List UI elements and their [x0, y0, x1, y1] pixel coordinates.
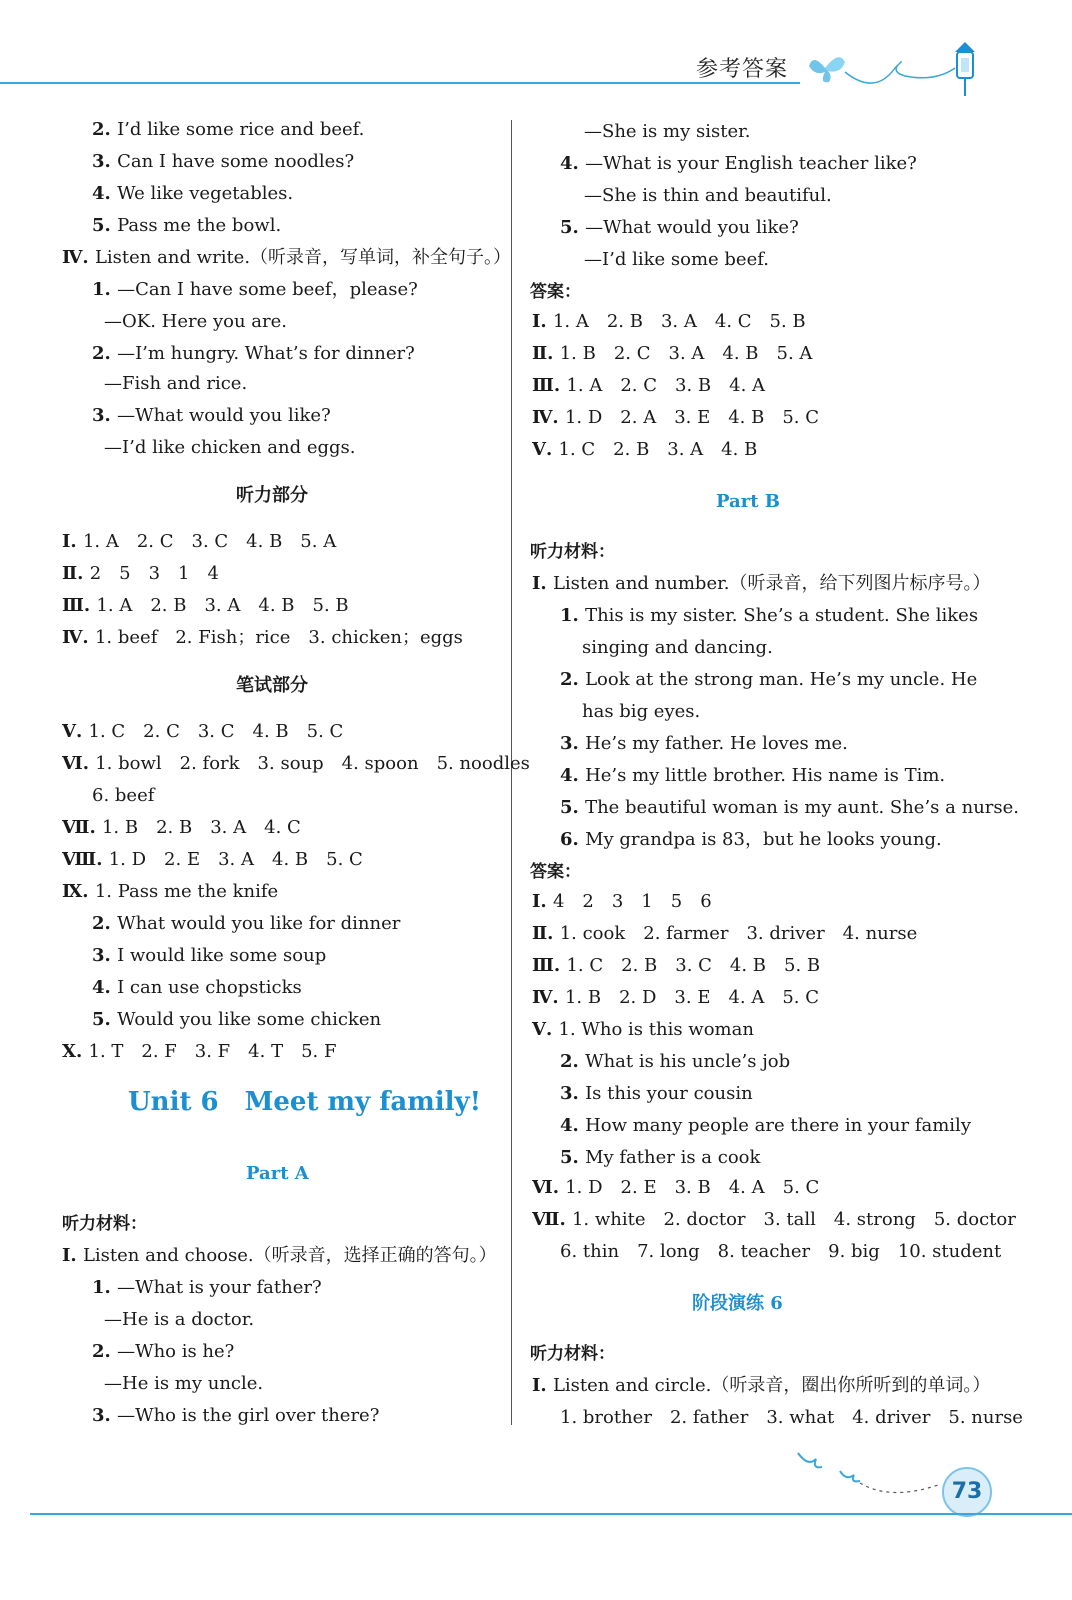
right-column-line — [530, 1342, 615, 1366]
item-number: Ⅱ. — [62, 563, 90, 584]
item-number: Ⅴ. — [62, 721, 89, 742]
line-text: 答案： — [530, 282, 581, 302]
right-column-line — [532, 572, 990, 596]
left-column-line — [92, 404, 331, 428]
item-number: 1. — [92, 279, 118, 300]
line-text: has big eyes. — [582, 701, 701, 722]
line-text: Can I have some noodles? — [117, 151, 355, 172]
footer-rule — [30, 1513, 1072, 1515]
item-number: Ⅱ. — [532, 343, 560, 364]
line-text: singing and dancing. — [582, 637, 773, 658]
left-column-line — [62, 1040, 336, 1064]
line-text: —What is your English teacher like? — [585, 153, 917, 174]
line-text: 答案： — [530, 862, 581, 882]
left-column-line — [92, 784, 154, 808]
item-number: 1. — [92, 1277, 118, 1298]
item-number: Ⅰ. — [62, 1245, 83, 1266]
left-column-line — [104, 1372, 263, 1396]
page-number: 73 — [942, 1467, 992, 1517]
right-column-line — [532, 438, 757, 462]
line-text: 1. B 2. C 3. A 4. B 5. A — [559, 343, 813, 364]
right-column-line — [584, 184, 832, 208]
right-column-line — [560, 1050, 790, 1074]
left-column-line — [92, 1404, 379, 1428]
left-column-line — [92, 342, 415, 366]
line-text: What would you like for dinner — [117, 913, 401, 934]
right-column-line — [560, 1146, 760, 1170]
item-number: Ⅲ. — [532, 955, 567, 976]
item-number: 4. — [92, 977, 118, 998]
line-text: —She is my sister. — [584, 121, 751, 142]
right-column-line — [560, 668, 977, 692]
left-column-line — [236, 674, 308, 698]
right-column-line — [560, 1082, 753, 1106]
item-number: 3. — [560, 1083, 586, 1104]
right-column-line — [716, 490, 780, 514]
line-text: —Fish and rice. — [104, 373, 248, 394]
line-text: He’s my father. He loves me. — [585, 733, 848, 754]
item-number: Ⅳ. — [62, 247, 95, 268]
line-text: Listen and number.（听录音，给下列图片标序号。） — [552, 573, 991, 594]
item-number: Ⅳ. — [532, 987, 565, 1008]
item-number: 5. — [560, 217, 586, 238]
line-text: 1. white 2. doctor 3. tall 4. strong 5. doctor — [571, 1209, 1016, 1230]
header-rule — [0, 82, 800, 84]
right-column-line — [530, 860, 581, 884]
line-text: My grandpa is 83，but he looks young. — [585, 829, 942, 850]
right-column-line — [560, 1114, 971, 1138]
left-column-line — [246, 1162, 309, 1186]
left-column-line — [62, 626, 463, 650]
item-number: Ⅰ. — [532, 311, 553, 332]
line-text: 1. D 2. E 3. A 4. B 5. C — [108, 849, 363, 870]
line-text: Part B — [716, 491, 780, 512]
item-number: 4. — [92, 183, 118, 204]
left-column-line — [62, 530, 336, 554]
line-text: I’d like some rice and beef. — [117, 119, 365, 140]
left-column-line — [128, 1086, 481, 1118]
line-text: Is this your cousin — [585, 1083, 753, 1104]
item-number: 5. — [92, 215, 118, 236]
item-number: Ⅷ. — [62, 849, 109, 870]
line-text: —I’d like some beef. — [584, 249, 769, 270]
item-number: Ⅰ. — [532, 1375, 553, 1396]
item-number: 3. — [92, 151, 118, 172]
line-text: 6. beef — [92, 785, 155, 806]
line-text: 1. Pass me the knife — [94, 881, 279, 902]
line-text: 1. cook 2. farmer 3. driver 4. nurse — [559, 923, 918, 944]
left-column-line — [92, 150, 354, 174]
item-number: Ⅱ. — [532, 923, 560, 944]
line-text: —I’d like chicken and eggs. — [104, 437, 356, 458]
line-text: —I’m hungry. What’s for dinner? — [117, 343, 415, 364]
right-column-line — [560, 764, 945, 788]
right-column-line — [560, 604, 978, 628]
left-column-line — [104, 1308, 254, 1332]
left-column-line — [92, 944, 326, 968]
right-column-line — [530, 280, 581, 304]
item-number: 3. — [92, 405, 118, 426]
line-text: Listen and write.（听录音，写单词，补全句子。） — [94, 247, 512, 268]
line-text: 1. C 2. B 3. A 4. B — [558, 439, 758, 460]
line-text: 1. T 2. F 3. F 4. T 5. F — [88, 1041, 337, 1062]
left-column-line — [62, 816, 301, 840]
line-text: 1. B 2. D 3. E 4. A 5. C — [564, 987, 820, 1008]
item-number: Ⅴ. — [532, 1019, 559, 1040]
item-number: 2. — [92, 119, 118, 140]
item-number: 2. — [560, 1051, 586, 1072]
line-text: Look at the strong man. He’s my uncle. He — [585, 669, 978, 690]
right-column-line — [532, 890, 712, 914]
item-number: 4. — [560, 1115, 586, 1136]
item-number: Ⅶ. — [62, 817, 102, 838]
item-number: Ⅶ. — [532, 1209, 572, 1230]
page-header-title: 参考答案 — [696, 57, 789, 82]
left-column-line — [62, 848, 363, 872]
item-number: Ⅹ. — [62, 1041, 89, 1062]
item-number: 2. — [92, 343, 118, 364]
left-column-line — [92, 118, 364, 142]
line-text: Listen and choose.（听录音，选择正确的答句。） — [82, 1245, 497, 1266]
line-text: My father is a cook — [585, 1147, 761, 1168]
right-column-line — [530, 540, 615, 564]
line-text: 1. B 2. B 3. A 4. C — [101, 817, 301, 838]
line-text: 1. A 2. B 3. A 4. C 5. B — [552, 311, 806, 332]
item-number: 5. — [92, 1009, 118, 1030]
line-text: 1. A 2. C 3. B 4. A — [566, 375, 766, 396]
line-text: 2 5 3 1 4 — [89, 563, 219, 584]
left-column-line — [92, 912, 400, 936]
line-text: —What would you like? — [117, 405, 331, 426]
left-column-line — [62, 594, 349, 618]
line-text: 1. brother 2. father 3. what 4. driver 5. nurse — [560, 1407, 1023, 1428]
right-column-line — [582, 636, 773, 660]
line-text: Listen and circle.（听录音，圈出你所听到的单词。） — [552, 1375, 991, 1396]
line-text: 听力材料： — [530, 1344, 615, 1364]
line-text: This is my sister. She’s a student. She likes — [585, 605, 979, 626]
line-text: Unit 6 Meet my family! — [128, 1087, 482, 1117]
bird-footer-decoration-icon — [790, 1445, 940, 1505]
right-column-line — [532, 1176, 819, 1200]
right-column-line — [582, 700, 700, 724]
right-column-line — [560, 732, 848, 756]
right-column-line — [532, 342, 812, 366]
line-text: —What is your father? — [117, 1277, 322, 1298]
line-text: 4 2 3 1 5 6 — [552, 891, 712, 912]
line-text: 1. bowl 2. fork 3. soup 4. spoon 5. noodles — [95, 753, 530, 774]
right-column-line — [560, 828, 942, 852]
right-column-line — [532, 310, 806, 334]
item-number: Ⅴ. — [532, 439, 559, 460]
right-column-line — [560, 1240, 1001, 1264]
right-column-line — [584, 120, 750, 144]
item-number: 6. — [560, 829, 586, 850]
line-text: I can use chopsticks — [117, 977, 302, 998]
butterfly-lantern-decoration-icon — [805, 38, 985, 108]
left-column-line — [104, 436, 355, 460]
left-column-line — [62, 720, 343, 744]
left-column-line — [92, 182, 293, 206]
line-text: What is his uncle’s job — [585, 1051, 791, 1072]
item-number: 3. — [92, 945, 118, 966]
line-text: 1. Who is this woman — [558, 1019, 754, 1040]
line-text: I would like some soup — [117, 945, 327, 966]
right-column-line — [560, 796, 1019, 820]
left-column-line — [92, 1008, 381, 1032]
item-number: 3. — [92, 1405, 118, 1426]
line-text: —Can I have some beef，please? — [117, 279, 418, 300]
line-text: —OK. Here you are. — [104, 311, 288, 332]
item-number: Ⅵ. — [532, 1177, 566, 1198]
left-column-line — [104, 372, 247, 396]
line-text: —What would you like? — [585, 217, 799, 238]
right-column-line — [560, 1406, 1023, 1430]
item-number: 4. — [560, 765, 586, 786]
left-column-line — [62, 880, 278, 904]
right-column-line — [692, 1292, 783, 1316]
line-text: 阶段演练 6 — [692, 1293, 783, 1314]
left-column-line — [92, 278, 418, 302]
line-text: 1. C 2. C 3. C 4. B 5. C — [88, 721, 344, 742]
line-text: 1. D 2. E 3. B 4. A 5. C — [565, 1177, 820, 1198]
item-number: 2. — [92, 1341, 118, 1362]
left-column-line — [236, 484, 308, 508]
line-text: 1. A 2. B 3. A 4. B 5. B — [96, 595, 349, 616]
item-number: 5. — [560, 1147, 586, 1168]
line-text: 笔试部分 — [236, 675, 308, 696]
item-number: Ⅳ. — [532, 407, 565, 428]
item-number: Ⅳ. — [62, 627, 95, 648]
line-text: —She is thin and beautiful. — [584, 185, 832, 206]
line-text: We like vegetables. — [117, 183, 294, 204]
left-column-line — [92, 1276, 322, 1300]
item-number: Ⅵ. — [62, 753, 96, 774]
left-column-line — [92, 214, 281, 238]
line-text: He’s my little brother. His name is Tim. — [585, 765, 946, 786]
line-text: 听力部分 — [236, 485, 308, 506]
line-text: —He is my uncle. — [104, 1373, 264, 1394]
line-text: 1. A 2. C 3. C 4. B 5. A — [82, 531, 337, 552]
item-number: 3. — [560, 733, 586, 754]
line-text: 听力材料： — [62, 1214, 147, 1234]
item-number: 1. — [560, 605, 586, 626]
item-number: Ⅰ. — [532, 891, 553, 912]
item-number: 2. — [560, 669, 586, 690]
line-text: 1. C 2. B 3. C 4. B 5. B — [566, 955, 821, 976]
line-text: 6. thin 7. long 8. teacher 9. big 10. student — [560, 1241, 1002, 1262]
item-number: 2. — [92, 913, 118, 934]
left-column-line — [62, 246, 511, 270]
left-column-line — [62, 1244, 497, 1268]
line-text: 1. D 2. A 3. E 4. B 5. C — [564, 407, 820, 428]
right-column-line — [532, 986, 819, 1010]
item-number: Ⅰ. — [62, 531, 83, 552]
line-text: Pass me the bowl. — [117, 215, 282, 236]
line-text: —He is a doctor. — [104, 1309, 255, 1330]
left-column-line — [62, 562, 219, 586]
right-column-line — [532, 1208, 1016, 1232]
right-column-line — [532, 954, 820, 978]
right-column-line — [532, 922, 917, 946]
right-column-line — [584, 248, 769, 272]
line-text: —Who is the girl over there? — [117, 1405, 380, 1426]
line-text: The beautiful woman is my aunt. She’s a nurse. — [585, 797, 1019, 818]
line-text: Part A — [246, 1163, 309, 1184]
line-text: 听力材料： — [530, 542, 615, 562]
left-column-line — [62, 752, 530, 776]
right-column-line — [532, 406, 819, 430]
line-text: 1. beef 2. Fish；rice 3. chicken；eggs — [94, 627, 463, 648]
left-column-line — [62, 1212, 147, 1236]
left-column-line — [92, 1340, 234, 1364]
left-column-line — [104, 310, 287, 334]
right-column-line — [560, 216, 799, 240]
line-text: —Who is he? — [117, 1341, 235, 1362]
right-column-line — [532, 1374, 990, 1398]
item-number: Ⅰ. — [532, 573, 553, 594]
right-column-line — [532, 374, 765, 398]
line-text: Would you like some chicken — [117, 1009, 382, 1030]
item-number: 4. — [560, 153, 586, 174]
right-column-line — [560, 152, 917, 176]
left-column-line — [92, 976, 302, 1000]
item-number: Ⅲ. — [532, 375, 567, 396]
item-number: Ⅲ. — [62, 595, 97, 616]
line-text: How many people are there in your family — [585, 1115, 971, 1136]
item-number: Ⅸ. — [62, 881, 95, 902]
right-column-line — [532, 1018, 754, 1042]
item-number: 5. — [560, 797, 586, 818]
